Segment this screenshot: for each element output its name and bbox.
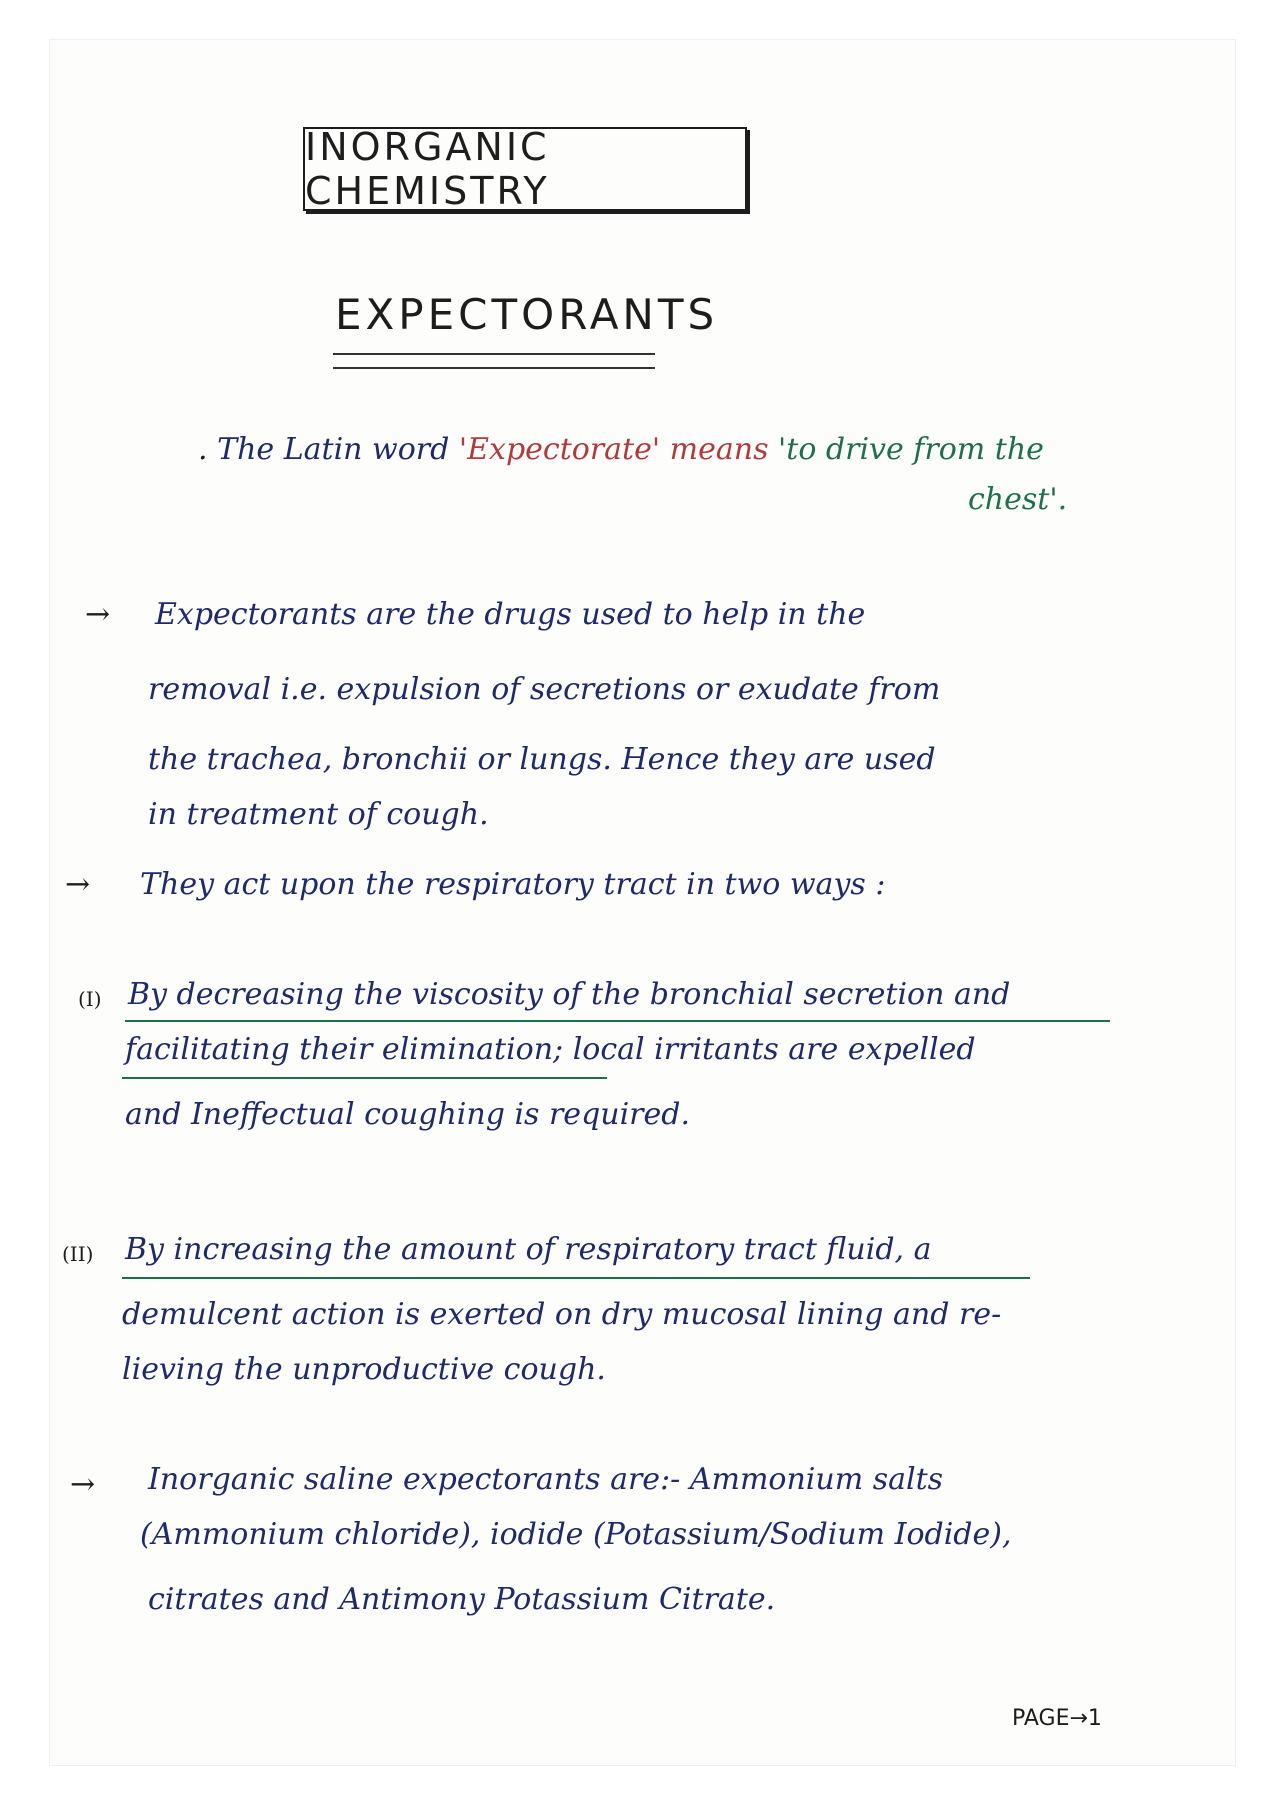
way2-numeral: (II) [62,1242,94,1266]
point2-arrow-icon: → [65,867,91,902]
point1-line-1: Expectorants are the drugs used to help in the [155,597,866,632]
way2-line-3: lieving the unproductive cough. [122,1352,606,1387]
point3-line-2: (Ammonium chloride), iodide (Potassium/Sodium Iodide), [140,1517,1012,1552]
intro-meaning-1: 'to drive from the [778,432,1044,467]
intro-latin-term: 'Expectorate' [458,432,661,467]
way2-line-2: demulcent action is exerted on dry mucosal lining and re- [122,1297,1002,1332]
way2-line-1: By increasing the amount of respiratory tract fluid, a [125,1232,932,1267]
point1-line-3: the trachea, bronchii or lungs. Hence they are used [148,742,936,777]
way1-line-1: By decreasing the viscosity of the bronchial secretion and [128,977,1011,1012]
page-number: PAGE→1 [1012,1706,1102,1731]
point1-line-4: in treatment of cough. [148,797,489,832]
page-title: INORGANIC CHEMISTRY [305,125,550,213]
point3-line-3: citrates and Antimony Potassium Citrate. [148,1582,776,1617]
way2-underline [122,1277,1030,1279]
way1-underline-2 [122,1077,607,1079]
way1-underline-1 [125,1020,1110,1022]
way1-line-2: facilitating their elimination; local irritants are expelled [125,1032,976,1067]
point1-line-2: removal i.e. expulsion of secretions or exudate from [148,672,941,707]
way1-numeral: (I) [78,987,102,1011]
intro-bullet: . [198,432,208,467]
page-title-box [303,127,747,211]
heading-double-underline [333,353,655,369]
point1-arrow-icon: → [85,597,111,632]
point3-line-1: Inorganic saline expectorants are:- Ammonium salts [148,1462,944,1497]
intro-prefix: The Latin word [217,432,450,467]
intro-meaning-2: chest'. [968,482,1068,517]
point3-arrow-icon: → [70,1467,96,1502]
topic-heading: EXPECTORANTS [335,290,719,339]
intro-line [198,432,1044,467]
point2-line: They act upon the respiratory tract in two ways : [140,867,886,902]
way1-line-3: and Ineffectual coughing is required. [125,1097,691,1132]
intro-means: means [669,432,769,467]
